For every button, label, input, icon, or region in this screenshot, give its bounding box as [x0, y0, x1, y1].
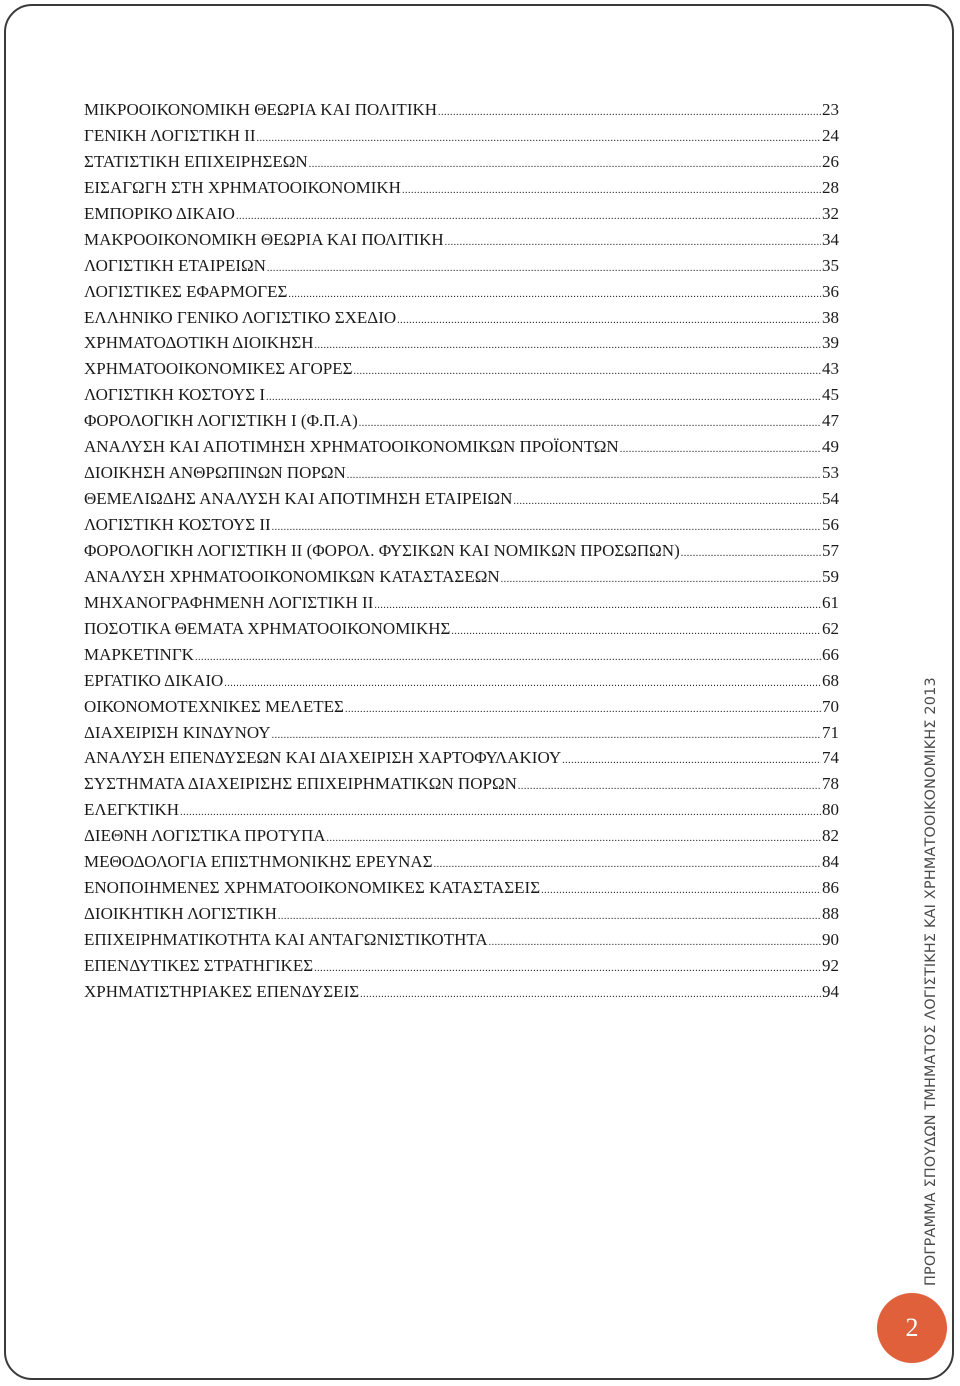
toc-entry-title: ΟΙΚΟΝΟΜΟΤΕΧΝΙΚΕΣ ΜΕΛΕΤΕΣ [84, 696, 344, 716]
page-number-badge: 2 [877, 1293, 947, 1363]
toc-entry-title: ΛΟΓΙΣΤΙΚΗ ΚΟΣΤΟΥΣ Ι [84, 385, 266, 405]
toc-entry-page-number: 57 [822, 540, 839, 560]
toc-entry-title: ΣΥΣΤΗΜΑΤΑ ΔΙΑΧΕΙΡΙΣΗΣ ΕΠΙΧΕΙΡΗΜΑΤΙΚΩΝ ΠΟΡΩΝ [84, 774, 517, 794]
toc-entry[interactable] [84, 901, 839, 927]
toc-entry-title: ΕΛΛΗΝΙΚΟ ΓΕΝΙΚΟ ΛΟΓΙΣΤΙΚΟ ΣΧΕΔΙΟ [84, 307, 397, 327]
toc-entry[interactable] [84, 771, 839, 797]
toc-entry-title: ΑΝΑΛΥΣΗ ΧΡΗΜΑΤΟΟΙΚΟΝΟΜΙΚΩΝ ΚΑΤΑΣΤΑΣΕΩΝ [84, 566, 500, 586]
toc-entry-title: ΕΛΕΓΚΤΙΚΗ [84, 800, 180, 820]
toc-entry[interactable] [84, 175, 839, 201]
toc-entry[interactable] [84, 149, 839, 175]
toc-entry[interactable] [84, 668, 839, 694]
toc-entry-title: ΕΠΙΧΕΙΡΗΜΑΤΙΚΟΤΗΤΑ ΚΑΙ ΑΝΤΑΓΩΝΙΣΤΙΚΟΤΗΤΑ [84, 930, 488, 949]
toc-dot-leader [620, 437, 821, 463]
toc-entry[interactable] [84, 382, 839, 408]
toc-entry-page-number: 94 [822, 981, 839, 1001]
side-header-text: ΠΡΟΓΡΑΜΜΑ ΣΠΟΥΔΩΝ ΤΜΗΜΑΤΟΣ ΛΟΓΙΣΤΙΚΗΣ ΚΑΙ ΧΡΗΜΑΤΟΟΙΚΟΝΟΜΙΚΗΣ 2013 [923, 677, 939, 1286]
toc-dot-leader [513, 489, 821, 515]
toc-entry-page-number: 49 [822, 437, 839, 457]
toc-dot-leader [345, 697, 821, 723]
toc-entry[interactable] [84, 227, 839, 253]
toc-entry-title: ΛΟΓΙΣΤΙΚΗ ΚΟΣΤΟΥΣ ΙΙ [84, 515, 271, 534]
toc-entry[interactable] [84, 408, 839, 434]
toc-entry-page-number: 35 [822, 255, 839, 275]
toc-entry-title: ΑΝΑΛΥΣΗ ΕΠΕΝΔΥΣΕΩΝ ΚΑΙ ΔΙΑΧΕΙΡΙΣΗ ΧΑΡΤΟΦΥΛΑΚΙΟΥ [84, 748, 562, 768]
toc-entry-title: ΔΙΟΙΚΗΣΗ ΑΝΘΡΩΠΙΝΩΝ ΠΟΡΩΝ [84, 463, 346, 483]
toc-dot-leader [354, 359, 821, 385]
toc-entry-page-number: 92 [822, 955, 839, 975]
toc-entry-page-number: 66 [822, 644, 839, 664]
toc-entry[interactable] [84, 486, 839, 512]
toc-entry-page-number: 34 [822, 229, 839, 249]
toc-entry-page-number: 70 [822, 696, 839, 716]
toc-entry-title: ΜΙΚΡΟΟΙΚΟΝΟΜΙΚΗ ΘΕΩΡΙΑ ΚΑΙ ΠΟΛΙΤΙΚΗ [84, 100, 438, 119]
toc-entry[interactable] [84, 356, 839, 382]
toc-entry-title: ΛΟΓΙΣΤΙΚΗ ΕΤΑΙΡΕΙΩΝ [84, 255, 266, 275]
toc-entry-page-number: 68 [822, 670, 839, 690]
toc-entry-title: ΑΝΑΛΥΣΗ ΚΑΙ ΑΠΟΤΙΜΗΣΗ ΧΡΗΜΑΤΟΟΙΚΟΝΟΜΙΚΩΝ ΠΡΟΪΟΝΤΩΝ [84, 437, 619, 457]
toc-entry[interactable] [84, 538, 839, 564]
toc-entry-title: ΦΟΡΟΛΟΓΙΚΗ ΛΟΓΙΣΤΙΚΗ ΙΙ (ΦΟΡΟΛ. ΦΥΣΙΚΩΝ ΚΑΙ ΝΟΜΙΚΩΝ ΠΡΟΣΩΠΩΝ) [84, 540, 680, 560]
toc-dot-leader [315, 333, 821, 359]
toc-entry[interactable] [84, 745, 839, 771]
toc-entry[interactable] [84, 460, 839, 486]
toc-entry-page-number: 47 [822, 411, 839, 431]
toc-entry-title: ΠΟΣΟΤΙΚΑ ΘΕΜΑΤΑ ΧΡΗΜΑΤΟΟΙΚΟΝΟΜΙΚΗΣ [84, 618, 451, 638]
toc-entry[interactable] [84, 279, 839, 305]
toc-dot-leader [541, 878, 821, 904]
toc-entry[interactable] [84, 512, 839, 538]
toc-entry-page-number: 71 [822, 722, 839, 742]
toc-entry[interactable] [84, 434, 839, 460]
toc-dot-leader [438, 100, 821, 126]
toc-entry[interactable] [84, 590, 839, 616]
toc-entry-page-number: 59 [822, 566, 839, 586]
toc-entry-page-number: 28 [822, 177, 839, 197]
toc-entry-title: ΧΡΗΜΑΤΙΣΤΗΡΙΑΚΕΣ ΕΠΕΝΔΥΣΕΙΣ [84, 981, 360, 1001]
toc-entry-title: ΧΡΗΜΑΤΟΔΟΤΙΚΗ ΔΙΟΙΚΗΣΗ [84, 333, 314, 353]
toc-entry-title: ΔΙΕΘΝΗ ΛΟΓΙΣΤΙΚΑ ΠΡΟΤΥΠΑ [84, 826, 326, 846]
toc-entry[interactable] [84, 823, 839, 849]
toc-dot-leader [451, 619, 821, 645]
toc-entry-title: ΜΑΚΡΟΟΙΚΟΝΟΜΙΚΗ ΘΕΩΡΙΑ ΚΑΙ ΠΟΛΙΤΙΚΗ [84, 229, 444, 249]
toc-entry-page-number: 39 [822, 333, 839, 353]
toc-entry-page-number: 45 [822, 385, 839, 405]
toc-entry[interactable] [84, 720, 839, 746]
toc-entry-title: ΕΝΟΠΟΙΗΜΕΝΕΣ ΧΡΗΜΑΤΟΟΙΚΟΝΟΜΙΚΕΣ ΚΑΤΑΣΤΑΣΕΙΣ [84, 878, 541, 898]
toc-entry-page-number: 84 [822, 852, 839, 872]
toc-dot-leader [195, 645, 821, 671]
toc-entry-title: ΔΙΑΧΕΙΡΙΣΗ ΚΙΝΔΥΝΟΥ [84, 722, 271, 742]
toc-entry-title: ΣΤΑΤΙΣΤΙΚΗ ΕΠΙΧΕΙΡΗΣΕΩΝ [84, 151, 308, 171]
toc-entry[interactable] [84, 616, 839, 642]
toc-entry[interactable] [84, 97, 839, 123]
toc-entry-title: ΜΑΡΚΕΤΙΝΓΚ [84, 644, 194, 664]
toc-entry-page-number: 78 [822, 774, 839, 794]
toc-dot-leader [314, 956, 821, 982]
toc-entry[interactable] [84, 927, 839, 953]
toc-entry[interactable] [84, 201, 839, 227]
toc-entry-page-number: 90 [822, 930, 839, 949]
toc-entry-page-number: 80 [822, 800, 839, 820]
toc-entry-title: ΧΡΗΜΑΤΟΟΙΚΟΝΟΜΙΚΕΣ ΑΓΟΡΕΣ [84, 359, 353, 379]
toc-entry-title: ΛΟΓΙΣΤΙΚΕΣ ΕΦΑΡΜΟΓΕΣ [84, 281, 288, 301]
toc-entry-page-number: 32 [822, 203, 839, 223]
toc-entry-title: ΔΙΟΙΚΗΤΙΚΗ ΛΟΓΙΣΤΙΚΗ [84, 904, 277, 924]
toc-entry[interactable] [84, 979, 839, 1005]
toc-dot-leader [518, 774, 821, 800]
toc-entry-page-number: 74 [822, 748, 839, 768]
table-of-contents [84, 97, 839, 1005]
toc-dot-leader [256, 126, 821, 152]
toc-entry[interactable] [84, 123, 839, 149]
toc-entry-title: ΜΕΘΟΔΟΛΟΓΙΑ ΕΠΙΣΤΗΜΟΝΙΚΗΣ ΕΡΕΥΝΑΣ [84, 852, 433, 872]
toc-entry-page-number: 53 [822, 463, 839, 483]
toc-entry-page-number: 62 [822, 618, 839, 638]
toc-entry-page-number: 54 [822, 489, 839, 509]
toc-dot-leader [489, 930, 821, 956]
toc-dot-leader [681, 541, 821, 567]
toc-entry[interactable] [84, 797, 839, 823]
toc-entry-page-number: 43 [822, 359, 839, 379]
toc-entry-page-number: 26 [822, 151, 839, 171]
toc-entry-page-number: 61 [822, 592, 839, 612]
toc-entry[interactable] [84, 694, 839, 720]
toc-dot-leader [402, 178, 821, 204]
toc-entry-page-number: 36 [822, 281, 839, 301]
toc-entry[interactable] [84, 642, 839, 668]
toc-entry-page-number: 82 [822, 826, 839, 846]
toc-dot-leader [445, 230, 821, 256]
toc-entry-title: ΕΡΓΑΤΙΚΟ ΔΙΚΑΙΟ [84, 670, 224, 690]
toc-entry[interactable] [84, 253, 839, 279]
toc-entry[interactable] [84, 305, 839, 331]
toc-entry[interactable] [84, 330, 839, 356]
toc-entry-title: ΜΗΧΑΝΟΓΡΑΦΗΜΕΝΗ ΛΟΓΙΣΤΙΚΗ ΙΙ [84, 592, 374, 612]
toc-entry-page-number: 88 [822, 904, 839, 924]
toc-entry[interactable] [84, 564, 839, 590]
toc-dot-leader [501, 567, 821, 593]
toc-entry-title: ΕΜΠΟΡΙΚΟ ΔΙΚΑΙΟ [84, 203, 235, 223]
toc-entry[interactable] [84, 875, 839, 901]
toc-entry-page-number: 24 [822, 125, 839, 145]
toc-entry[interactable] [84, 953, 839, 979]
toc-entry-title: ΕΠΕΝΔΥΤΙΚΕΣ ΣΤΡΑΤΗΓΙΚΕΣ [84, 955, 314, 975]
toc-dot-leader [397, 308, 821, 334]
toc-entry-page-number: 86 [822, 878, 839, 898]
toc-dot-leader [360, 982, 821, 1008]
toc-dot-leader [267, 256, 821, 282]
toc-entry[interactable] [84, 849, 839, 875]
toc-entry-page-number: 23 [822, 100, 839, 119]
toc-entry-title: ΘΕΜΕΛΙΩΔΗΣ ΑΝΑΛΥΣΗ ΚΑΙ ΑΠΟΤΙΜΗΣΗ ΕΤΑΙΡΕΙΩΝ [84, 489, 513, 509]
toc-entry-title: ΓΕΝΙΚΗ ΛΟΓΙΣΤΙΚΗ ΙΙ [84, 125, 256, 145]
toc-entry-page-number: 56 [822, 515, 839, 534]
toc-entry-title: ΦΟΡΟΛΟΓΙΚΗ ΛΟΓΙΣΤΙΚΗ Ι (Φ.Π.Α) [84, 411, 358, 431]
toc-dot-leader [562, 748, 821, 774]
toc-entry-title: ΕΙΣΑΓΩΓΗ ΣΤΗ ΧΡΗΜΑΤΟΟΙΚΟΝΟΜΙΚΗ [84, 177, 401, 197]
toc-entry-page-number: 38 [822, 307, 839, 327]
